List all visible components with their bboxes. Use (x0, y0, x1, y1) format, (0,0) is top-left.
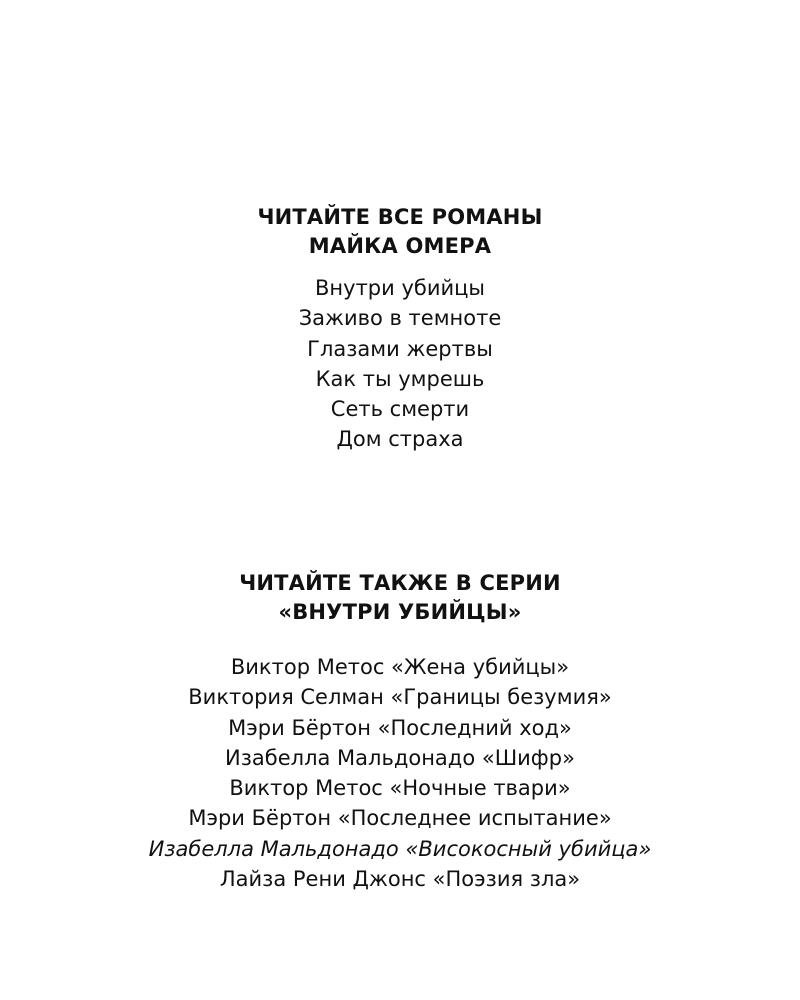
author-books-section (0, 203, 800, 455)
book-title: Дом страха (336, 427, 464, 452)
book-title: Как ты умрешь (315, 366, 485, 391)
series-entry: Изабелла Мальдонадо «Високосный убийца» (148, 836, 652, 861)
series-books-section (0, 569, 800, 894)
author-books-heading (0, 203, 800, 261)
book-title: Глазами жертвы (307, 336, 493, 361)
series-entry: Виктор Метос «Жена убийцы» (230, 655, 570, 679)
series-entry: Мэри Бёртон «Последнее испытание» (188, 806, 612, 831)
series-entry: Мэри Бёртон «Последний ход» (228, 715, 572, 740)
heading-line: «ВНУТРИ УБИЙЦЫ» (278, 600, 522, 624)
book-title: Внутри убийцы (315, 276, 485, 300)
series-entry: Изабелла Мальдонадо «Шифр» (225, 745, 575, 770)
series-books-heading (0, 569, 800, 627)
series-entry: Лайза Рени Джонс «Поэзия зла» (219, 867, 581, 892)
heading-line: ЧИТАЙТЕ ВСЕ РОМАНЫ (257, 205, 543, 229)
book-title: Сеть смерти (330, 397, 470, 422)
series-books-list (0, 652, 800, 894)
series-entry: Виктория Селман «Границы безумия» (188, 685, 612, 710)
author-books-list (0, 273, 800, 455)
series-entry: Виктор Метос «Ночные твари» (229, 776, 571, 801)
heading-line: ЧИТАЙТЕ ТАКЖЕ В СЕРИИ (239, 571, 561, 595)
book-title: Заживо в темноте (298, 306, 502, 331)
heading-line: МАЙКА ОМЕРА (308, 234, 492, 258)
